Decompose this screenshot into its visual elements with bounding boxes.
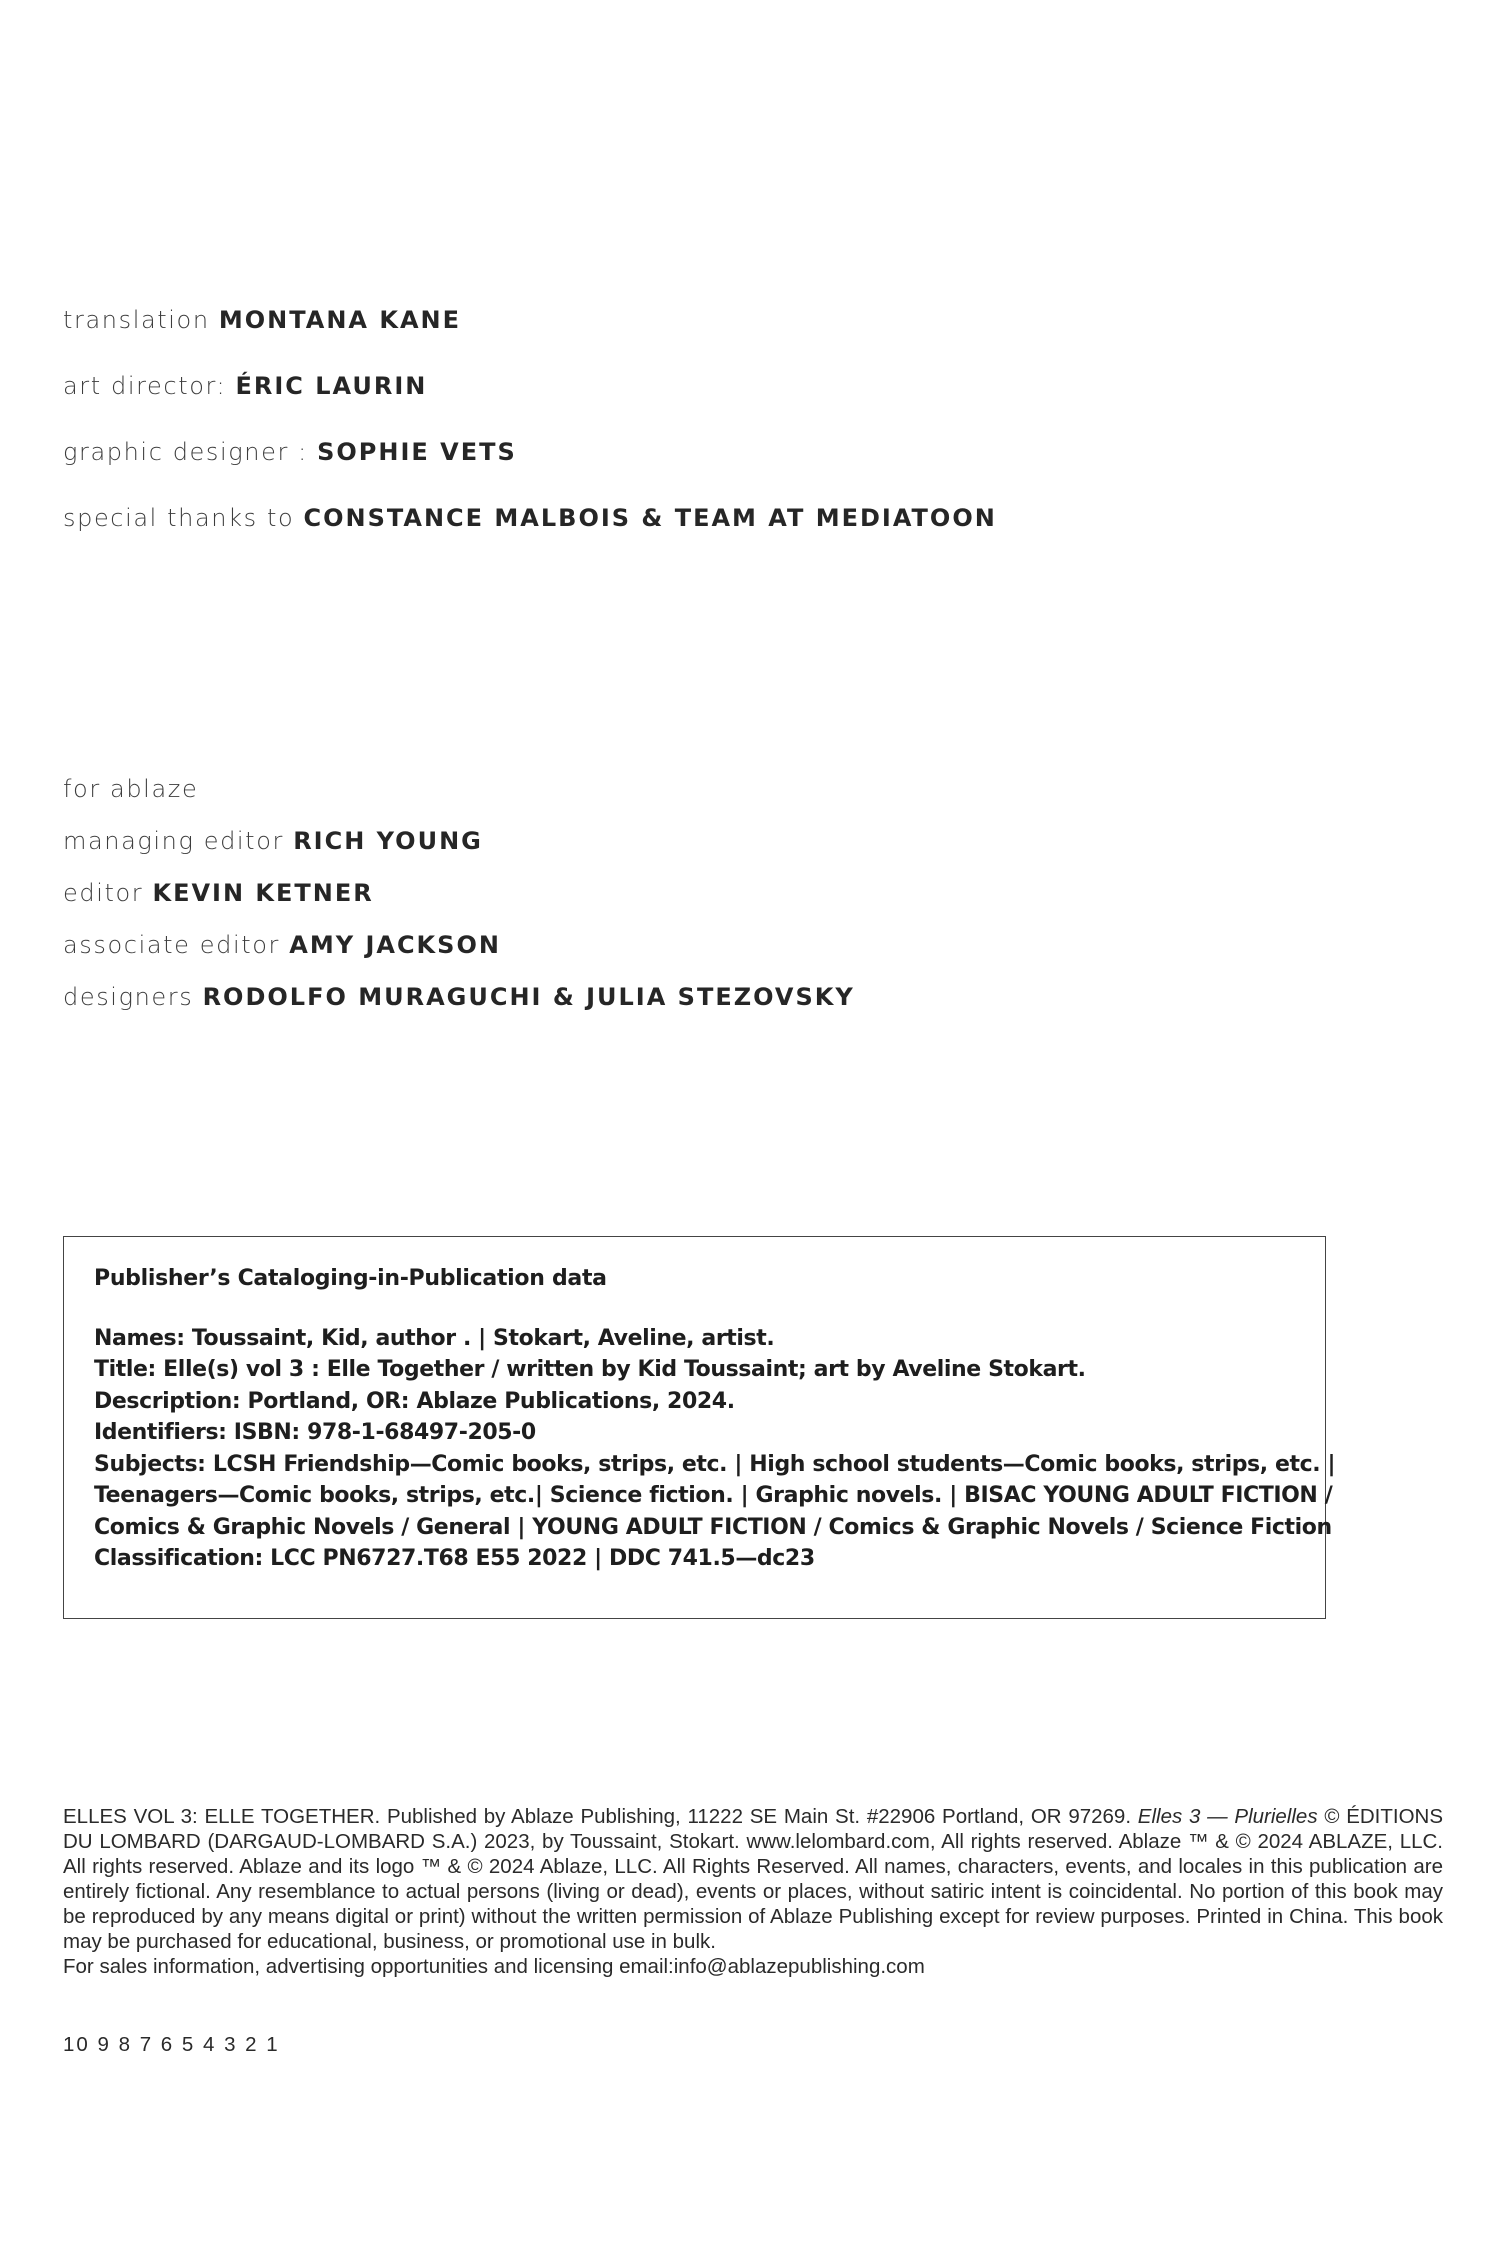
credit-role: designers bbox=[63, 983, 194, 1011]
credit-designers bbox=[63, 983, 855, 1011]
credit-role: special thanks to bbox=[63, 504, 295, 532]
legal-notice bbox=[63, 1804, 1443, 1979]
credit-translation bbox=[63, 306, 461, 334]
print-line: 10 9 8 7 6 5 4 3 2 1 bbox=[63, 2033, 280, 2056]
credit-role: managing editor bbox=[63, 827, 284, 855]
credit-name: ÉRIC LAURIN bbox=[235, 372, 428, 400]
cip-subjects-2: Teenagers—Comic books, strips, etc.| Science fiction. | Graphic novels. | BISAC YOUNG ADULT FICTION / bbox=[94, 1483, 1333, 1508]
credit-role: translation bbox=[63, 306, 210, 334]
legal-text-start: ELLES VOL 3: ELLE TOGETHER. Published by Ablaze Publishing, 11222 SE Main St. #22906 Portland, OR 97269. bbox=[63, 1805, 1138, 1828]
cip-classification: Classification: LCC PN6727.T68 E55 2022 | DDC 741.5—dc23 bbox=[94, 1546, 815, 1571]
credit-editor bbox=[63, 879, 374, 907]
credit-art-director bbox=[63, 372, 427, 400]
credit-associate-editor bbox=[63, 931, 501, 959]
legal-paragraph bbox=[63, 1804, 1443, 1954]
legal-text-rest: © ÉDITIONS DU LOMBARD (DARGAUD-LOMBARD S.A.) 2023, by Toussaint, Stokart. www.lelombard.com, All rights reserved. Ablaze ™ & © 2024 ABLAZE, LLC. All rights reserved. Ablaze and its logo ™ & © 2024 Ablaze, LLC. All Rights Reserved. All names, characters, events, and locales in this publication are entirely fictional. Any resemblance to actual persons (living or dead), events or places, without satiric intent is coincidental. No portion of this book may be reproduced by any means digital or print) without the written permission of Ablaze Publishing except for review purposes. Printed in China. This book may be purchased for educational, business, or promotional use in bulk. bbox=[63, 1805, 1444, 1953]
cip-description: Description: Portland, OR: Ablaze Publications, 2024. bbox=[94, 1388, 735, 1414]
credit-role: editor bbox=[63, 879, 144, 907]
credit-name: KEVIN KETNER bbox=[152, 879, 374, 907]
credit-role: art director: bbox=[63, 372, 227, 400]
cip-title-line: Title: Elle(s) vol 3 : Elle Together / written by Kid Toussaint; art by Aveline Stokart. bbox=[94, 1357, 1086, 1382]
credit-name: SOPHIE VETS bbox=[317, 438, 517, 466]
ablaze-heading bbox=[63, 775, 198, 803]
credit-special-thanks bbox=[63, 504, 997, 532]
credit-name: RICH YOUNG bbox=[293, 827, 483, 855]
sales-contact: For sales information, advertising opportunities and licensing email:info@ablazepublishing.com bbox=[63, 1955, 925, 1978]
cip-names: Names: Toussaint, Kid, author . | Stokart, Aveline, artist. bbox=[94, 1325, 775, 1351]
credit-name: AMY JACKSON bbox=[289, 931, 501, 959]
credit-name: CONSTANCE MALBOIS & TEAM AT MEDIATOON bbox=[303, 504, 997, 532]
cip-data-box bbox=[63, 1236, 1336, 1619]
credit-managing-editor bbox=[63, 827, 483, 855]
credit-name: RODOLFO MURAGUCHI & JULIA STEZOVSKY bbox=[202, 983, 855, 1011]
credit-role: associate editor bbox=[63, 931, 281, 959]
cip-title: Publisher’s Cataloging-in-Publication data bbox=[94, 1266, 607, 1291]
cip-identifiers: Identifiers: ISBN: 978-1-68497-205-0 bbox=[94, 1420, 536, 1445]
credit-graphic-designer bbox=[63, 438, 517, 466]
cip-subjects-1: Subjects: LCSH Friendship—Comic books, strips, etc. | High school students—Comic books, strips, etc. | bbox=[94, 1451, 1336, 1477]
credit-name: MONTANA KANE bbox=[218, 306, 462, 334]
cip-subjects-3: Comics & Graphic Novels / General | YOUNG ADULT FICTION / Comics & Graphic Novels / Science Fiction bbox=[94, 1514, 1332, 1540]
ablaze-heading-text: for ablaze bbox=[63, 775, 199, 803]
credit-role: graphic designer : bbox=[63, 438, 308, 466]
legal-original-title: Elles 3 — Plurielles bbox=[1137, 1805, 1318, 1828]
